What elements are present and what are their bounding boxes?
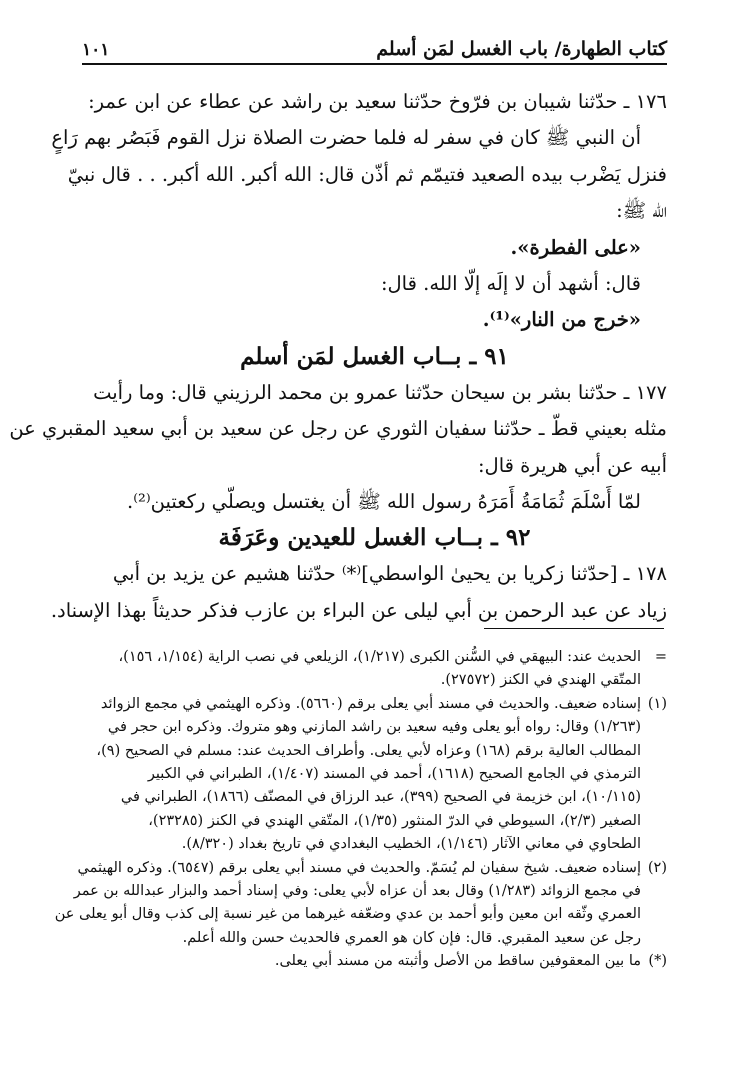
chapter-heading-92: ٩٢ ـ بــاب الغسل للعيدين وعَرَفَة	[218, 524, 531, 552]
text-line: أبيه عن أبي هريرة قال:	[477, 453, 667, 477]
footnote-marker: (*)	[648, 953, 667, 970]
footnote-text: إسناده ضعيف. شيخ سفيان لم يُسَمّ. والحديث في مسند أبي يعلى برقم (٦٥٤٧). وذكره الهيثمي	[77, 859, 641, 876]
footnote-line	[66, 646, 667, 669]
page-header	[82, 30, 667, 65]
text-line: قال: أشهد أن لا إلَه إلّا الله. قال:	[380, 272, 641, 296]
footnote-line	[66, 740, 667, 763]
footnote-line	[66, 763, 667, 786]
footnote-marker: (١)	[647, 695, 667, 712]
footnote-line	[66, 927, 667, 950]
footnotes	[54, 646, 667, 974]
footnote-text: المتّقي الهندي في الكنز (٢٧٥٧٢).	[440, 672, 641, 689]
footnote-line	[66, 833, 667, 856]
running-title: كتاب الطهارة/ باب الغسل لمَن أسلم	[376, 38, 667, 60]
text-line: مثله بعيني قطّ ـ حدّثنا سفيان الثوري عن رجل عن سعيد بن أبي سعيد المقبري عن	[9, 417, 667, 441]
footnote-text: إسناده ضعيف. والحديث في مسند أبي يعلى برقم (٥٦٦٠). وذكره الهيثمي في مجمع الزوائد	[100, 695, 641, 712]
footnote-line	[66, 716, 667, 739]
quote-line: «خرج من النار»⁽¹⁾.	[482, 308, 641, 332]
text-line: أن النبي ﷺ كان في سفر له فلما حضرت الصلاة نزل القوم فَبَصُر بهم رَاعٍ	[51, 126, 641, 150]
footnote-text: العمري وثّقه ابن معين وأبو أحمد بن عدي وضعّفه غيرهما من غير نسبة إلى كذب وقال أبو يعلى عن	[54, 906, 641, 923]
quote-line: «على الفطرة».	[510, 235, 641, 259]
hadith-177-line: ١٧٧ ـ حدّثنا بشر بن سيحان حدّثنا عمرو بن محمد الرزيني قال: وما رأيت	[93, 380, 667, 404]
footnote-marker: =	[654, 649, 667, 665]
hadith-178-line: ١٧٨ ـ [حدّثنا زكريا بن يحيىٰ الواسطي]⁽*⁾ حدّثنا هشيم عن يزيد بن أبي	[112, 562, 667, 586]
footnote-text: الطحاوي في معاني الآثار (١/١٤٦)، الخطيب البغدادي في تاريخ بغداد (٨/٣٢٠).	[181, 836, 641, 853]
footnote-line	[66, 786, 667, 809]
footnote-text: (١/٢٦٣) وقال: رواه أبو يعلى وفيه سعيد بن راشد المازني وهو متروك. وذكره ابن حجر في	[107, 719, 641, 736]
footnote-text: في مجمع الزوائد (١/٢٨٣) وقال بعد أن عزاه لأبي يعلى: وفي إسناد أحمد والبزار عبدالله بن عمر	[73, 883, 641, 900]
text-line: الله ﷺ:	[616, 199, 667, 223]
footnote-line	[54, 903, 667, 926]
footnote-text: الترمذي في الجامع الصحيح (١٦١٨)، أحمد في المسند (١/٤٠٧)، الطبراني في الكبير	[147, 766, 641, 783]
text-line: لمّا أَسْلَمَ ثُمَامَةُ أَمَرَهُ رسول الله ﷺ أن يغتسل ويصلّي ركعتين⁽²⁾.	[127, 490, 641, 514]
footnote-text: الحديث عند: البيهقي في السُّنن الكبرى (١/٢١٧)، الزيلعي في نصب الراية (١/١٥٤، ١٥٦)،	[118, 649, 641, 665]
chapter-heading-91: ٩١ ـ بــاب الغسل لمَن أسلم	[240, 342, 509, 370]
footnote-line	[66, 880, 667, 903]
text-line: فنزل يَضْرب بيده الصعيد فتيمّم ثم أذّن قال: الله أكبر. الله أكبر. . . قال نبيّ	[67, 162, 667, 186]
footnote-text: الصغير (٢/٣)، السيوطي في الدرّ المنثور (١/٣٥)، المتّقي الهندي في الكنز (٢٣٢٨٥)،	[148, 812, 641, 829]
footnote-separator	[484, 628, 664, 629]
footnote-marker: (٢)	[647, 859, 667, 876]
footnote-line	[66, 950, 667, 973]
footnote-text: المطالب العالية برقم (١٦٨) وعزاه لأبي يعلى. وأطراف الحديث عند: مسلم في الصحيح (٩)،	[96, 742, 641, 759]
footnote-line	[66, 693, 667, 716]
hadith-176-line: ١٧٦ ـ حدّثنا شيبان بن فرّوخ حدّثنا سعيد بن راشد عن عطاء عن ابن عمر:	[88, 90, 667, 113]
text-line: زياد عن عبد الرحمن بن أبي ليلى عن البراء بن عازب فذكر حديثاً بهذا الإسناد.	[50, 598, 667, 622]
footnote-line	[66, 669, 667, 692]
footnote-line	[66, 857, 667, 880]
main-text	[9, 84, 667, 629]
footnote-text: (١٠/١١٥)، ابن خزيمة في الصحيح (٣٩٩)، عبد الرزاق في المصنّف (١٨٦٦)، الطبراني في	[120, 789, 641, 806]
page-number: ١٠١	[82, 40, 110, 60]
footnote-line	[66, 810, 667, 833]
footnote-text: ما بين المعقوفين ساقط من الأصل وأثبته من مسند أبي يعلى.	[274, 953, 641, 970]
footnote-text: رجل عن سعيد المقبري. قال: فإن كان هو العمري فالحديث حسن والله أعلم.	[182, 929, 641, 946]
